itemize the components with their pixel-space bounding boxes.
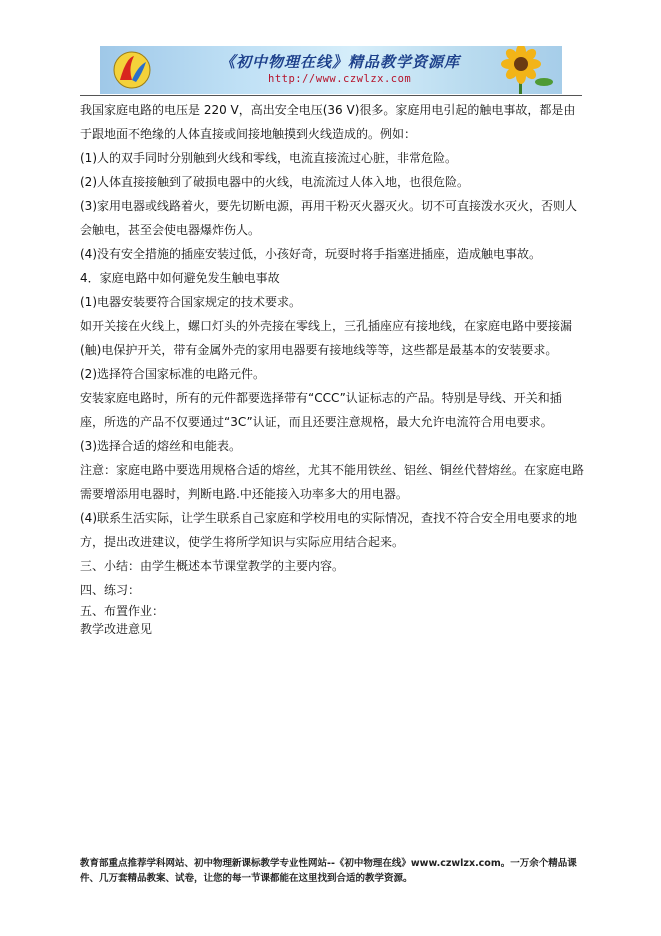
section-heading: 五、布置作业： — [80, 604, 165, 618]
paragraph: 我国家庭电路的电压是 220 V，高出安全电压(36 V)很多。家庭用电引起的触电事故，都是由于跟地面不绝缘的人体直接或间接地触摸到火线造成的。例如： — [80, 103, 576, 141]
banner-url[interactable]: http://www.czwlzx.com — [268, 73, 412, 85]
site-logo-icon — [112, 50, 152, 90]
paragraph: 注意：家庭电路中要选用规格合适的熔丝，尤其不能用铁丝、铝丝、铜丝代替熔丝。在家庭电路需要增添用电器时，判断电路.中还能接入功率多大的用电器。 — [80, 463, 585, 501]
header-divider — [80, 95, 582, 96]
closing-note: 教学改进意见 — [80, 622, 153, 636]
paragraph: (4)联系生活实际，让学生联系自己家庭和学校用电的实际情况，查找不符合安全用电要求的地方，提出改进建议，使学生将所学知识与实际应用结合起来。 — [80, 511, 578, 549]
paragraph: 安装家庭电路时，所有的元件都要选择带有“CCC”认证标志的产品。特别是导线、开关和插座，所选的产品不仅要通过“3C”认证，而且还要注意规格，最大允许电流符合用电要求。 — [80, 391, 562, 429]
paragraph: 如开关接在火线上，螺口灯头的外壳接在零线上，三孔插座应有接地线，在家庭电路中要接漏(触)电保护开关，带有金属外壳的家用电器要有接地线等等，这些都是最基本的安装要求。 — [80, 319, 573, 357]
paragraph: (1)人的双手同时分别触到火线和零线，电流直接流过心脏，非常危险。 — [80, 151, 458, 165]
section-heading: 四、练习： — [80, 583, 141, 597]
banner-title: 《初中物理在线》精品教学资源库 — [220, 53, 461, 71]
paragraph: (3)选择合适的熔丝和电能表。 — [80, 439, 241, 453]
paragraph: (2)选择符合国家标准的电路元件。 — [80, 367, 265, 381]
paragraph: (2)人体直接接触到了破损电器中的火线，电流流过人体入地，也很危险。 — [80, 175, 470, 189]
header-banner — [100, 46, 562, 94]
paragraph: (1)电器安装要符合国家规定的技术要求。 — [80, 295, 301, 309]
section-heading: 三、小结：由学生概述本节课堂教学的主要内容。 — [80, 559, 345, 573]
paragraph: (4)没有安全措施的插座安装过低，小孩好奇，玩耍时将手指塞进插座，造成触电事故。 — [80, 247, 542, 261]
document-body — [80, 98, 585, 638]
sunflower-icon — [486, 46, 556, 94]
section-heading: 4．家庭电路中如何避免发生触电事故 — [80, 271, 280, 285]
paragraph: (3)家用电器或线路着火，要先切断电源，再用干粉灭火器灭火。切不可直接泼水灭火，否则人会触电，甚至会使电器爆炸伤人。 — [80, 199, 578, 237]
page-footer: 教育部重点推荐学科网站、初中物理新课标教学专业性网站--《初中物理在线》www.czwlzx.com。一万余个精品课件、几万套精品教案、试卷，让您的每一节课都能在这里找到合适的教学资源。 — [80, 858, 577, 884]
